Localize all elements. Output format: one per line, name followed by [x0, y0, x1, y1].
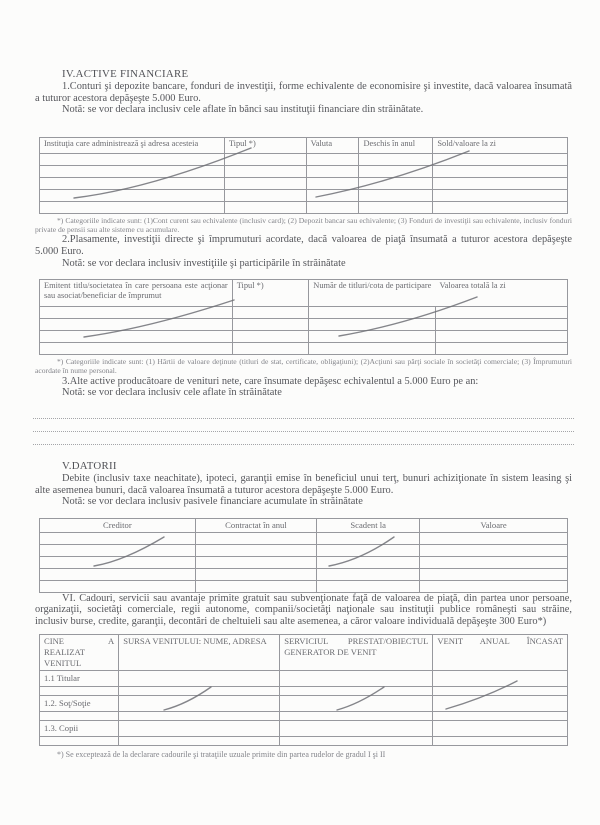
- empty-cell: [224, 177, 306, 189]
- empty-cell: [280, 695, 433, 711]
- empty-cell: [433, 695, 568, 711]
- empty-cell: [420, 556, 568, 568]
- empty-cell: [40, 736, 119, 745]
- empty-cell: [40, 544, 196, 556]
- empty-cell: [232, 319, 309, 331]
- table-row: [40, 331, 568, 343]
- empty-cell: [317, 580, 420, 592]
- empty-cell: [195, 532, 316, 544]
- empty-cell: [317, 556, 420, 568]
- paragraph-alte-active: 3.Alte active producătoare de venituri nete, care însumate depăşesc echivalentul a 5.000 Euro pe an:: [62, 375, 479, 387]
- col-header-emitent: Emitent titlu/societatea în care persoana este acţionar sau asociat/beneficiar de împrumut: [40, 280, 233, 307]
- footnote-categorii-2: *) Categoriile indicate sunt: (1) Hârtii de valoare deţinute (titluri de stat, certificate, obligaţiuni); (2)Acţiuni sau părţi sociale în societăţi comerciale; (3) Împrumuturi acordate în nume personal.: [35, 357, 572, 376]
- paragraph-cadouri: VI. Cadouri, servicii sau avantaje primite gratuit sau subvenţionate faţă de valoarea de piaţă, din partea unor persoane, organizaţii, societăţi comerciale, regii autonome, companii/societăţi naţionale sau instituţii publice româneşti sau străine, inclusiv burse, credite, garanţii, decontări de cheltuieli sau alte asemenea, a căror valoare individuală depăşeşte 300 Euro*): [35, 592, 572, 627]
- empty-cell: [317, 532, 420, 544]
- table-row: [40, 165, 568, 177]
- table-row-sot-sotie: [40, 695, 568, 711]
- empty-cell: [195, 568, 316, 580]
- declaration-page: [35, 68, 572, 759]
- table-row: [40, 307, 568, 319]
- table-row: [40, 343, 568, 355]
- col-header-numar-titluri: Număr de titluri/cota de participare: [309, 280, 436, 307]
- table-datorii: [39, 518, 568, 593]
- empty-cell: [306, 177, 359, 189]
- footnote-categorii-1: *) Categoriile indicate sunt: (1)Cont curent sau echivalente (inclusiv card); (2) Depozit bancar sau echivalente; (3) Fonduri de investiţii sau echivalente, inclusiv fonduri private de pensii sau alte sisteme cu acumulare.: [35, 215, 572, 235]
- fill-in-lines: [33, 406, 574, 445]
- col-header-tipul: Tipul *): [224, 137, 306, 153]
- empty-cell: [433, 165, 568, 177]
- dotted-fill-line: [33, 406, 574, 419]
- table-row: [40, 556, 568, 568]
- empty-cell: [435, 343, 567, 355]
- table-row: [40, 201, 568, 213]
- table-header-row: [40, 280, 568, 307]
- empty-cell: [40, 331, 233, 343]
- empty-cell: [280, 720, 433, 736]
- empty-cell: [433, 711, 568, 720]
- table-plasamente: [39, 279, 568, 355]
- note-datorii: Notă: se vor declara inclusiv pasivele financiare acumulate în străinătate: [62, 496, 363, 508]
- col-header-sold: Sold/valoare la zi: [433, 137, 568, 153]
- empty-cell: [195, 556, 316, 568]
- empty-cell: [433, 720, 568, 736]
- note-plasamente: Notă: se vor declara inclusiv investiţiile şi participările în străinătate: [62, 257, 346, 269]
- table-row-copii: [40, 720, 568, 736]
- col-header-valuta: Valuta: [306, 137, 359, 153]
- empty-cell: [119, 670, 280, 686]
- table-conturi-depozite: [39, 137, 568, 214]
- table-row: [40, 686, 568, 695]
- empty-cell: [280, 736, 433, 745]
- table-row: [40, 568, 568, 580]
- empty-cell: [435, 331, 567, 343]
- col-header-creditor: Creditor: [40, 518, 196, 532]
- empty-cell: [309, 319, 436, 331]
- empty-cell: [359, 201, 433, 213]
- table-cadouri-wrapper: [35, 634, 572, 746]
- empty-cell: [309, 307, 436, 319]
- empty-cell: [40, 189, 225, 201]
- empty-cell: [40, 343, 233, 355]
- empty-cell: [232, 343, 309, 355]
- table-header-row: [40, 137, 568, 153]
- col-header-deschis: Deschis în anul: [359, 137, 433, 153]
- table-header-row: [40, 518, 568, 532]
- empty-cell: [359, 189, 433, 201]
- empty-cell: [420, 580, 568, 592]
- col-header-institutia: Instituţia care administrează şi adresa acesteia: [40, 137, 225, 153]
- col-header-tipul: Tipul *): [232, 280, 309, 307]
- empty-cell: [40, 686, 119, 695]
- empty-cell: [433, 670, 568, 686]
- dotted-fill-line: [33, 419, 574, 432]
- empty-cell: [40, 532, 196, 544]
- empty-cell: [280, 670, 433, 686]
- empty-cell: [306, 165, 359, 177]
- empty-cell: [232, 331, 309, 343]
- note-conturi: Notă: se vor declara inclusiv cele aflate în bănci sau instituţii financiare din străinătate.: [62, 104, 424, 116]
- table-row: [40, 177, 568, 189]
- empty-cell: [309, 331, 436, 343]
- table-datorii-wrapper: [35, 518, 572, 593]
- empty-cell: [420, 568, 568, 580]
- empty-cell: [195, 544, 316, 556]
- empty-cell: [40, 711, 119, 720]
- table-header-row: [40, 634, 568, 670]
- empty-cell: [306, 189, 359, 201]
- empty-cell: [40, 307, 233, 319]
- table-row: [40, 580, 568, 592]
- dotted-fill-line: [33, 432, 574, 445]
- empty-cell: [40, 153, 225, 165]
- table-row-titular: [40, 670, 568, 686]
- col-header-serviciul-prestat: SERVICIUL PRESTAT/OBIECTUL GENERATOR DE VENIT: [280, 634, 433, 670]
- empty-cell: [224, 153, 306, 165]
- empty-cell: [119, 736, 280, 745]
- empty-cell: [40, 556, 196, 568]
- table-row: [40, 319, 568, 331]
- row-label-copii: 1.3. Copii: [40, 720, 119, 736]
- empty-cell: [433, 177, 568, 189]
- table-conturi-wrapper: [35, 137, 572, 214]
- section-v-title: V.DATORII: [62, 459, 117, 472]
- empty-cell: [433, 736, 568, 745]
- empty-cell: [433, 189, 568, 201]
- paragraph-plasamente: 2.Plasamente, investiţii directe şi împrumuturi acordate, dacă valoarea de piaţă însumată a tuturor acestora depăşeşte 5.000 Euro.: [35, 234, 572, 257]
- empty-cell: [224, 165, 306, 177]
- empty-cell: [420, 544, 568, 556]
- table-row: [40, 153, 568, 165]
- empty-cell: [420, 532, 568, 544]
- empty-cell: [280, 711, 433, 720]
- table-row: [40, 544, 568, 556]
- col-header-valoare: Valoare: [420, 518, 568, 532]
- empty-cell: [119, 720, 280, 736]
- empty-cell: [224, 189, 306, 201]
- empty-cell: [119, 711, 280, 720]
- table-row: [40, 532, 568, 544]
- col-header-sursa-venitului: SURSA VENITULUI: NUME, ADRESA: [119, 634, 280, 670]
- table-row: [40, 736, 568, 745]
- empty-cell: [119, 686, 280, 695]
- empty-cell: [224, 201, 306, 213]
- empty-cell: [317, 568, 420, 580]
- table-plasamente-wrapper: [35, 279, 572, 355]
- empty-cell: [433, 153, 568, 165]
- paragraph-datorii: Debite (inclusiv taxe neachitate), ipoteci, garanţii emise în beneficiul unui terţ, bunuri achiziţionate în sistem leasing şi alte asemenea bunuri, dacă valoarea însumată a tuturor acestora depăşeşte 5.000 Euro.: [35, 472, 572, 496]
- empty-cell: [306, 201, 359, 213]
- empty-cell: [40, 568, 196, 580]
- row-label-sot-sotie: 1.2. Soţ/Soţie: [40, 695, 119, 711]
- paragraph-conturi-depozite: 1.Conturi şi depozite bancare, fonduri de investiţii, forme echivalente de economisire şi investite, dacă valoarea însumată a tuturor acestora depăşeşte 5.000 Euro.: [35, 81, 572, 104]
- col-header-cine-a-realizat: CINE A REALIZAT VENITUL: [40, 634, 119, 670]
- empty-cell: [232, 307, 309, 319]
- empty-cell: [40, 201, 225, 213]
- empty-cell: [119, 695, 280, 711]
- empty-cell: [280, 686, 433, 695]
- empty-cell: [195, 580, 316, 592]
- empty-cell: [433, 201, 568, 213]
- table-row: [40, 711, 568, 720]
- empty-cell: [40, 165, 225, 177]
- col-header-valoarea-totala: Valoarea totală la zi: [435, 280, 567, 307]
- empty-cell: [309, 343, 436, 355]
- table-cadouri: [39, 634, 568, 746]
- table-row: [40, 189, 568, 201]
- empty-cell: [359, 165, 433, 177]
- empty-cell: [359, 153, 433, 165]
- section-iv-title: IV.ACTIVE FINANCIARE: [62, 68, 189, 80]
- col-header-venit-anual: VENIT ANUAL ÎNCASAT: [433, 634, 568, 670]
- empty-cell: [433, 686, 568, 695]
- empty-cell: [435, 319, 567, 331]
- note-alte-active: Notă: se vor declara inclusiv cele aflate în străinătate: [62, 387, 282, 399]
- empty-cell: [40, 177, 225, 189]
- empty-cell: [40, 580, 196, 592]
- empty-cell: [435, 307, 567, 319]
- empty-cell: [317, 544, 420, 556]
- empty-cell: [306, 153, 359, 165]
- row-label-titular: 1.1 Titular: [40, 670, 119, 686]
- col-header-contractat: Contractat în anul: [195, 518, 316, 532]
- col-header-scadent: Scadent la: [317, 518, 420, 532]
- footnote-exceptare: *) Se exceptează de la declarare cadourile şi trataţiile uzuale primite din partea rudelor de gradul I şi II: [57, 749, 386, 759]
- empty-cell: [359, 177, 433, 189]
- empty-cell: [40, 319, 233, 331]
